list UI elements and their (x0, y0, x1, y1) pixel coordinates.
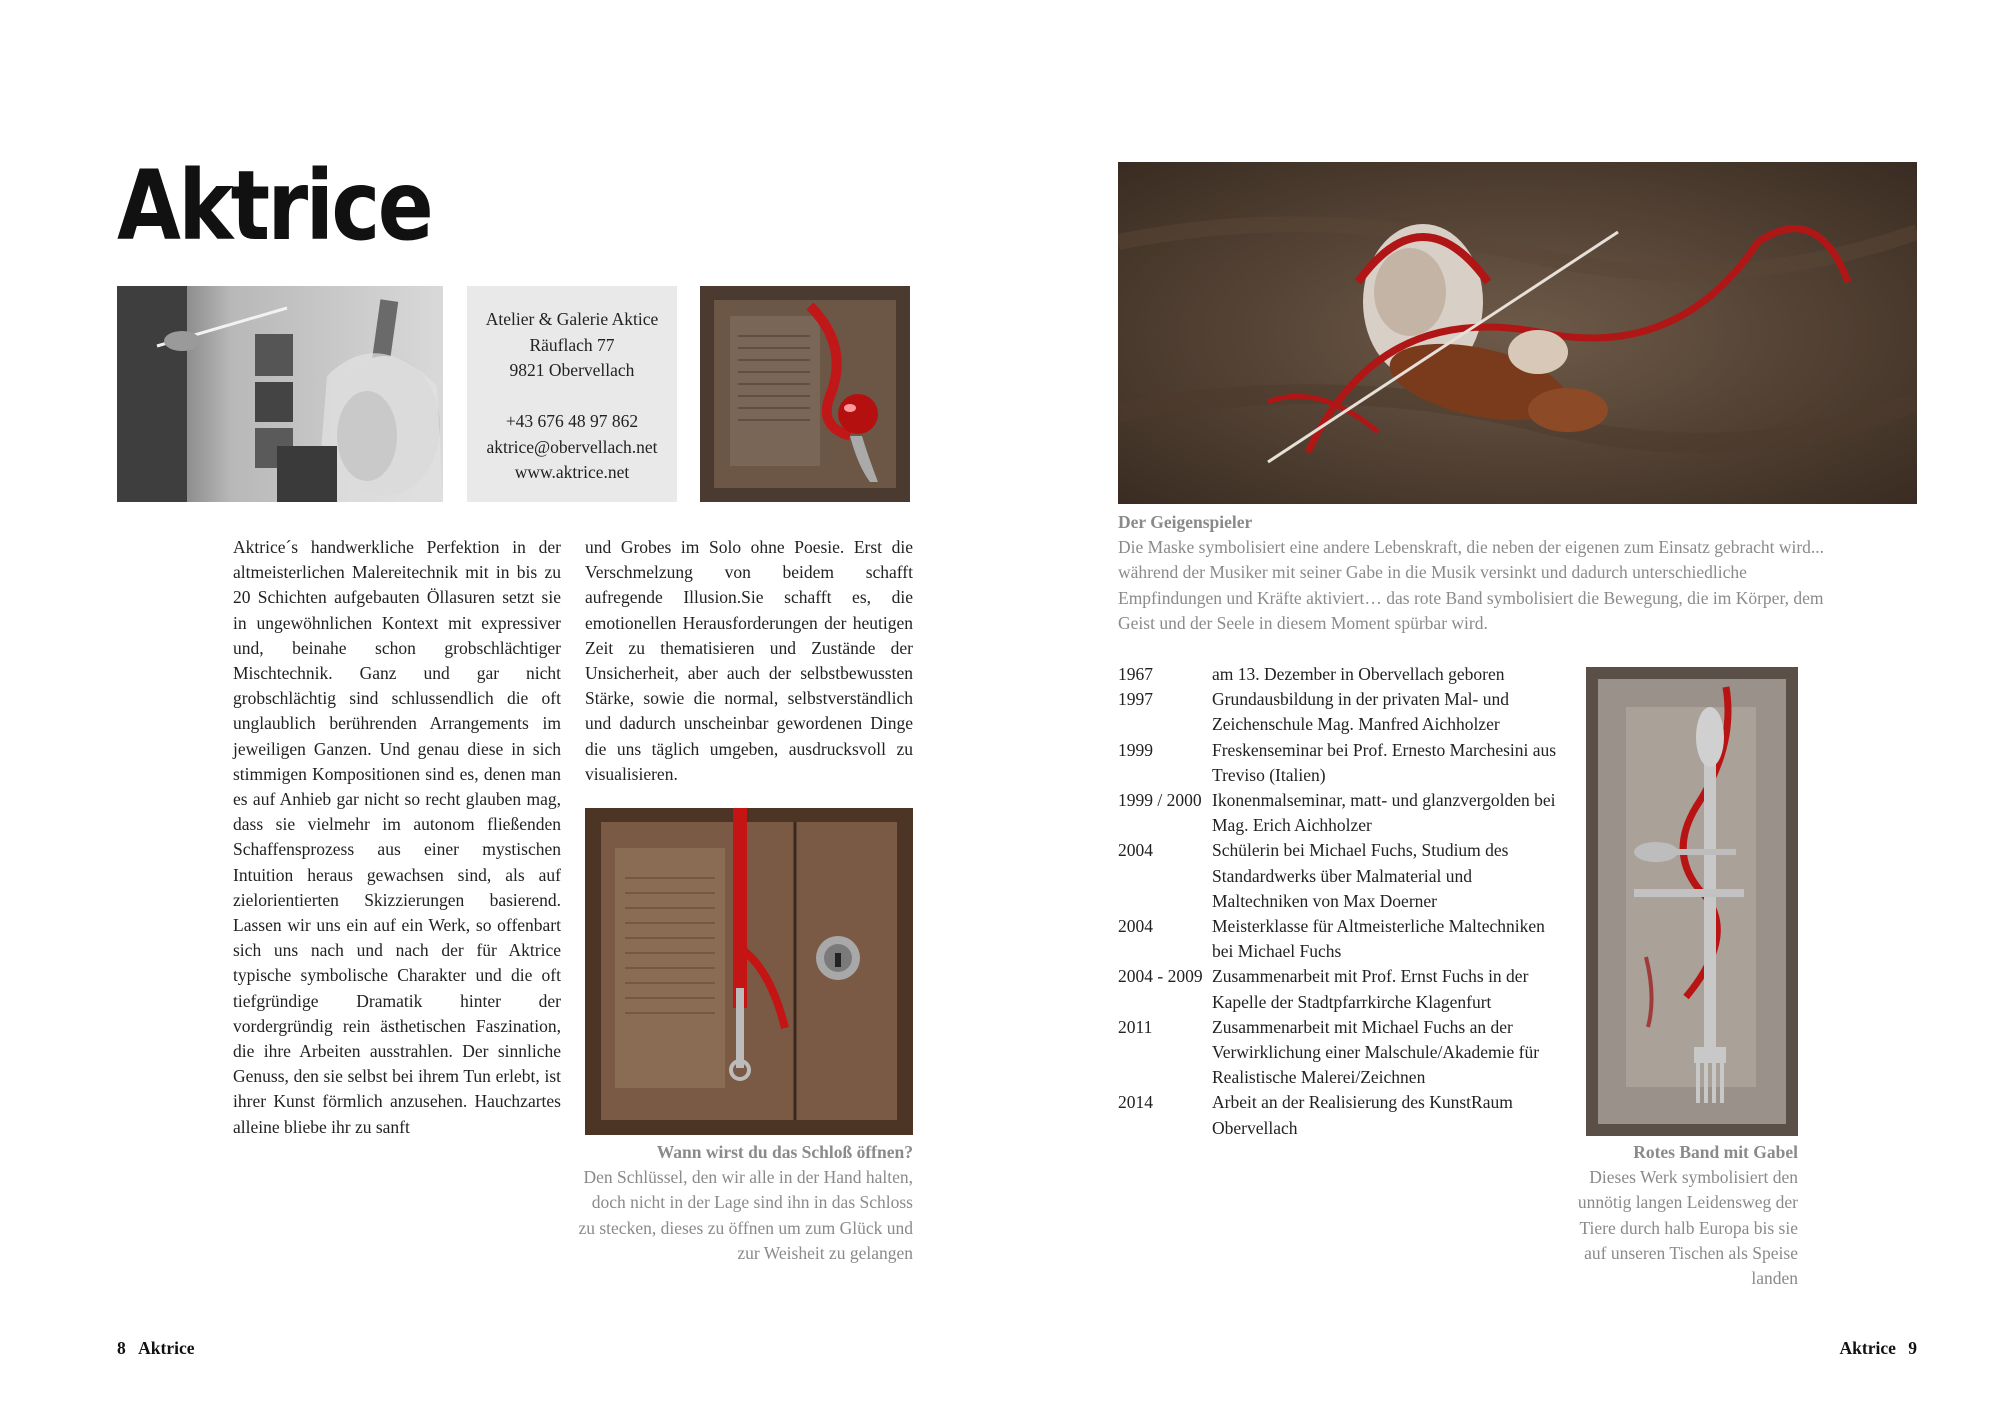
page-number: 9 (1908, 1338, 1917, 1358)
footer-left (117, 1338, 195, 1359)
bio-text: Ikonenmalseminar, matt- und glanzvergolden bei Mag. Erich Aichholzer (1212, 790, 1556, 836)
biography-entry (1118, 1090, 1568, 1140)
bio-year: 1999 / 2000 (1118, 790, 1202, 811)
biography-entry (1118, 964, 1568, 1014)
contact-phone: +43 676 48 97 862 (505, 411, 639, 431)
bio-year: 1967 (1118, 664, 1153, 684)
fork-painting-caption (1568, 1140, 1798, 1291)
bio-text: Schülerin bei Michael Fuchs, Studium des Standardwerks über Malmaterial und Maltechniken von Max Doerner (1212, 840, 1509, 911)
caption-text: Dieses Werk symbolisiert den unnötig langen Leidensweg der Tiere durch halb Europa bis sie auf unseren Tischen als Speise landen (1577, 1167, 1798, 1289)
page-title: Aktrice (117, 150, 432, 262)
bio-year: 1999 (1118, 739, 1153, 760)
painting-violinist (1118, 162, 1917, 504)
caption-text: Den Schlüssel, den wir alle in der Hand halten, doch nicht in der Lage sind ihn in das Schloss zu stecken, dieses zu öffnen um zum Glück und zur Weisheit zu gelangen (578, 1167, 913, 1263)
footer-right (1840, 1338, 1918, 1359)
main-text-column-2: und Grobes im Solo ohne Poesie. Erst die Verschmelzung von beidem schafft aufregende Illusion.Sie schafft es, die emotionellen Herausforderungen der heutigen Zeit zu thematisieren und Zustände der Unsicherheit, aber auch der selbstbewussten Stärke, sowie die normal, selbstverständlich und dadurch unscheinbar gewordenen Dinge die uns täglich umgeben, ausdrucksvoll zu visualisieren. (585, 537, 913, 784)
contact-box (467, 286, 677, 502)
contact-line: Räuflach 77 (529, 334, 615, 355)
contact-line: Atelier & Galerie Aktice (485, 309, 659, 329)
contact-line (467, 384, 677, 410)
bio-text: am 13. Dezember in Obervellach geboren (1212, 664, 1505, 684)
bio-text: Zusammenarbeit mit Prof. Ernst Fuchs in der Kapelle der Stadtpfarrkirche Klagenfurt (1212, 966, 1529, 1012)
biography-entry (1118, 838, 1568, 914)
bio-text: Meisterklasse für Altmeisterliche Maltechniken bei Michael Fuchs (1212, 916, 1545, 962)
biography-entry (1118, 914, 1568, 964)
main-text-column-1: Aktrice´s handwerkliche Perfektion in der altmeisterlichen Malereitechnik mit in bis zu 20 Schichten aufgebauten Öllasuren setzt sie in ungewöhnlichen Kontext mit expressiver und, beinahe schon grobschlächtiger Mischtechnik. Ganz und gar nicht grobschlächtig sind schlussendlich die oft unglaublich berührenden Arrangements im jeweiligen Ganzen. Und genau diese in sich stimmigen Kompositionen sind es, denen man es auf Anhieb gar nicht so recht glauben mag, dass sie vielmehr im autonom fließenden Schaffensprozess aus einer mystischen Intuition heraus gewachsen sind, als auf zielorientierten Skizzierungen basierend. Lassen wir uns ein auf ein Werk, so offenbart sich uns nach und nach der für Aktrice typische symbolische Charakter und die oft tiefgründige Dramatik hinter der vordergründig rein ästhetischen Faszination, die ihre Arbeiten ausstrahlen. Der sinnliche Genuss, den sie selbst bei ihrem Tun erlebt, ist ihrer Kunst förmlich anzusehen. Hauchzartes alleine bliebe ihr zu sanft (233, 537, 561, 1137)
footer-label: Aktrice (138, 1338, 195, 1358)
caption-title: Der Geigenspieler (1118, 512, 1253, 532)
bio-text: Arbeit an der Realisierung des KunstRaum Obervellach (1212, 1092, 1513, 1138)
caption-title: Rotes Band mit Gabel (1633, 1142, 1798, 1162)
biography-entry (1118, 687, 1568, 737)
biography-entry (1118, 788, 1568, 838)
contact-website: www.aktrice.net (514, 462, 630, 482)
biography-entry (1118, 662, 1568, 687)
key-painting-caption (575, 1140, 913, 1266)
artist-photo (117, 286, 443, 502)
contact-email: aktrice@obervellach.net (486, 436, 658, 457)
bio-year: 1997 (1118, 689, 1153, 710)
bio-year: 2004 - 2009 (1118, 966, 1203, 987)
caption-text: Die Maske symbolisiert eine andere Lebenskraft, die neben der eigenen zum Einsatz gebracht wird... während der Musiker mit seiner Gabe in die Musik versinkt und dadurch unterschiedliche Empfindungen und Kräfte aktiviert… das rote Band symbolisiert die Bewegung, die im Körper, dem Geist und der Seele in diesem Moment spürbar wird. (1118, 537, 1825, 633)
bio-year: 2004 (1118, 916, 1153, 937)
bio-year: 2011 (1118, 1016, 1153, 1037)
bio-text: Freskenseminar bei Prof. Ernesto Marchesini aus Treviso (Italien) (1212, 739, 1557, 785)
contact-line: 9821 Obervellach (509, 360, 635, 380)
caption-title: Wann wirst du das Schloß öffnen? (656, 1142, 913, 1162)
bio-text: Zusammenarbeit mit Michael Fuchs an der Verwirklichung einer Malschule/Akademie für Realistische Malerei/Zeichnen (1212, 1016, 1540, 1088)
bio-year: 2014 (1118, 1092, 1153, 1113)
bio-text: Grundausbildung in der privaten Mal- und Zeichenschule Mag. Manfred Aichholzer (1212, 689, 1509, 735)
footer-label: Aktrice (1839, 1338, 1896, 1358)
biography-list (1118, 662, 1568, 1141)
biography-entry (1118, 738, 1568, 788)
painting-fork-ribbon (1586, 667, 1798, 1136)
painting-key-lock (585, 808, 913, 1135)
biography-entry (1118, 1015, 1568, 1091)
painting-thumbnail-ribbon (700, 286, 910, 502)
bio-year: 2004 (1118, 840, 1153, 861)
violin-painting-caption (1118, 510, 1838, 636)
page-number: 8 (117, 1338, 126, 1358)
